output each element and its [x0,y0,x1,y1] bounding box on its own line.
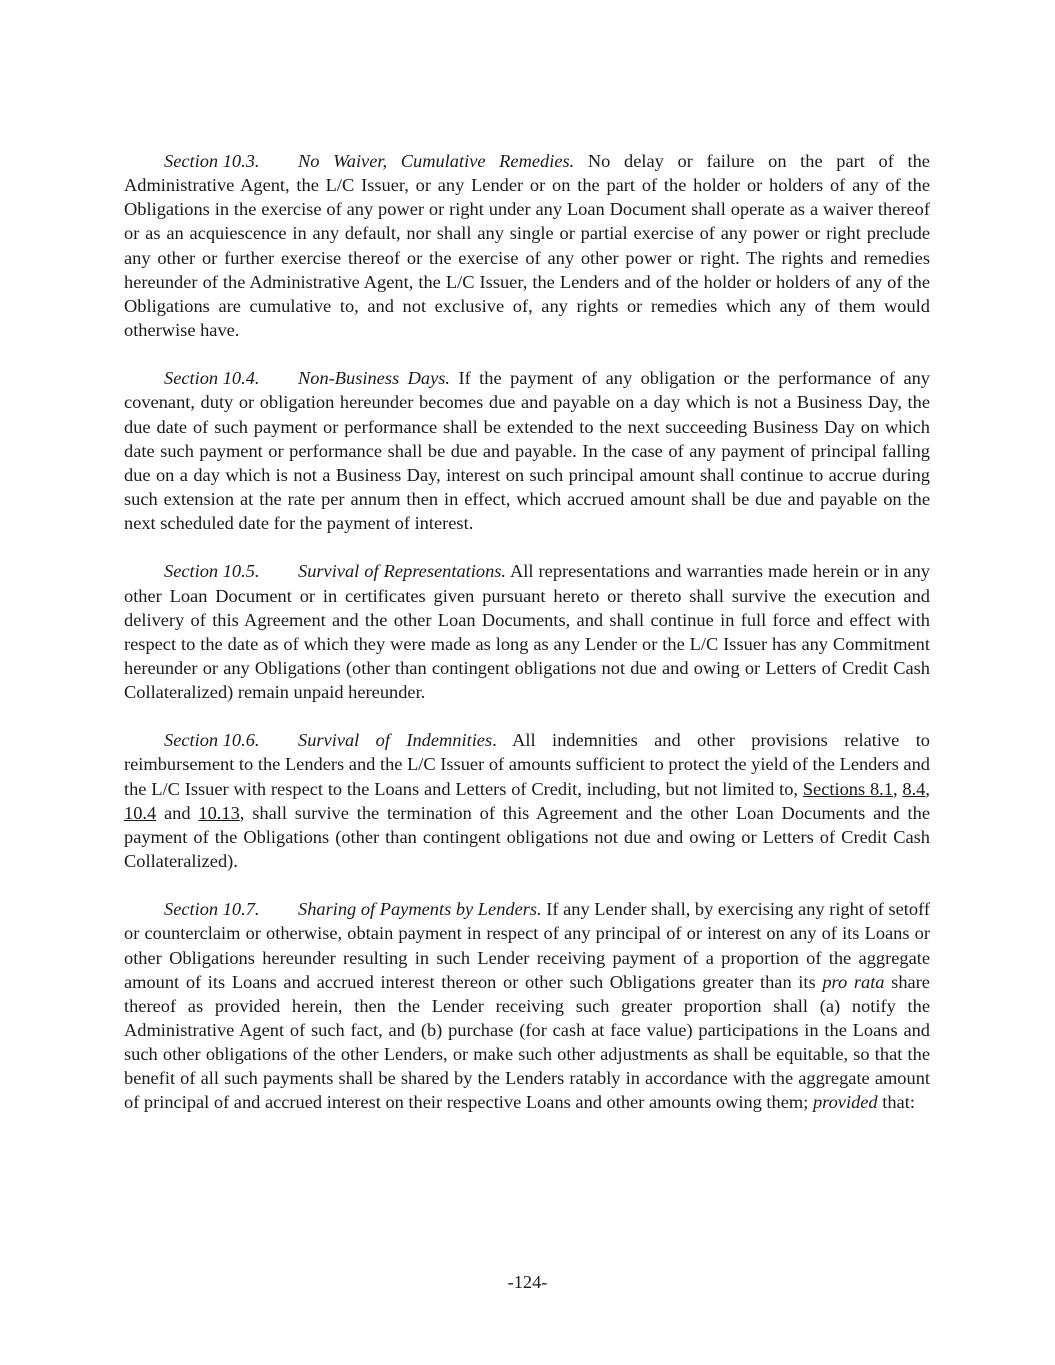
separator: , [925,778,930,799]
section-10-5 [124,559,930,704]
separator: , [892,778,898,799]
section-title: No Waiver, Cumulative Remedies. [298,151,575,171]
section-body: No delay or failure on the part of the Administrative Agent, the L/C Issuer, or any Lender or on the part of the holder or holders of any of the Obligations in the exercise of any power or right under any Loan Document shall operate as a waiver thereof or as an acquiescence in any default, nor shall any single or partial exercise of any power or right preclude any other or further exercise thereof or the exercise of any other power or right. The rights and remedies hereunder of the Administrative Agent, the L/C Issuer, the Lenders and of the holder or holders of any of the Obligations are cumulative to, and not exclusive of, any rights or remedies which any of them would otherwise have. [124,151,930,341]
section-body-mid: share thereof as provided herein, then the Lender receiving such greater proportion shall (a) notify the Administrative Agent of such fact, and (b) purchase (for cash at face value) participations in the Loans and such other obligations of the other Lenders, or make such other adjustments as shall be equitable, so that the benefit of all such payments shall be shared by the Lenders ratably in accordance with the aggregate amount of principal of and accrued interest on their respective Loans and other amounts owing them; [124,971,930,1113]
section-10-6 [124,728,930,873]
section-title: Survival of Indemnities [298,730,493,751]
section-body-start: All indemnities and other provisions relative to reimbursement to the Lenders and the L/C Issuer of amounts sufficient to protect the yield of the Lenders and the L/C Issuer with respect to the Loans and Letters of Credit, including, but not limited to, [124,730,930,799]
section-title: Sharing of Payments by Lenders. [298,899,542,920]
section-title: Survival of Representations. [298,561,507,582]
separator: and [164,802,191,823]
section-number: Section 10.6. [164,730,260,751]
section-body: If the payment of any obligation or the performance of any covenant, duty or obligation hereunder becomes due and payable on a day which is not a Business Day, the due date of such payment or performance shall be extended to the next succeeding Business Day on which date such payment or performance shall be due and payable. In the case of any payment of principal falling due on a day which is not a Business Day, interest on such principal amount shall continue to accrue during such extension at the rate per annum then in effect, which accrued amount shall be due and payable on the next scheduled date for the payment of interest. [124,368,930,534]
section-body: All representations and warranties made herein or in any other Loan Document or in certificates given pursuant hereto or thereto shall survive the execution and delivery of this Agreement and the other Loan Documents, and shall continue in full force and effect with respect to the date as of which they were made as long as any Lender or the L/C Issuer has any Commitment hereunder or any Obligations (other than contingent obligations not due and owing or Letters of Credit Cash Collateralized) remain unpaid hereunder. [124,561,931,703]
section-body-start: If any Lender shall, by exercising any right of setoff or counterclaim or otherwise, obtain payment in respect of any principal of or interest on any of its Loans or other Obligations hereunder resulting in such Lender receiving payment of a proportion of the aggregate amount of its Loans and accrued interest thereon or other such Obligations greater than its [124,899,930,992]
section-number: Section 10.7. [164,899,260,920]
section-title-period: . [492,730,497,751]
section-number: Section 10.3. [164,151,260,171]
cross-reference-link[interactable]: 8.4 [902,778,926,799]
italic-term: provided [812,1092,878,1113]
cross-reference-link[interactable]: 10.4 [124,802,157,823]
cross-reference-link[interactable]: Sections 8.1 [802,778,893,799]
page-number: -124- [507,1272,548,1292]
section-number: Section 10.5. [164,561,260,582]
italic-term: pro rata [822,971,885,992]
section-body-end: , shall survive the termination of this Agreement and the other Loan Documents and the payment of the Obligations (other than contingent obligations not due and owing or Letters of Credit Cash Collateralized). [124,802,930,872]
section-10-3 [124,149,930,342]
document-page [124,149,930,1139]
section-10-7 [124,897,930,1114]
section-body-end: that: [882,1092,915,1113]
section-title: Non-Business Days. [298,368,450,389]
section-number: Section 10.4. [164,368,260,389]
section-10-4 [124,366,930,535]
cross-reference-link[interactable]: 10.13 [198,802,240,823]
